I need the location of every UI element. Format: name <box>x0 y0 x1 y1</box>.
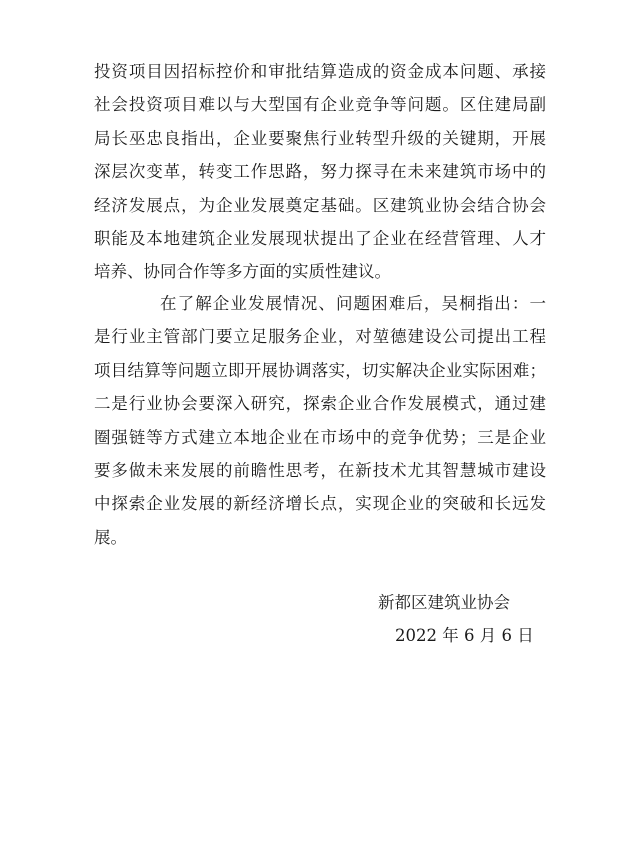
paragraph-line: 局长巫忠良指出，企业要聚焦行业转型升级的关键期，开展 <box>94 128 546 148</box>
paragraph-line: 项目结算等问题立即开展协调落实，切实解决企业实际困难； <box>94 360 546 380</box>
paragraph-line: 投资项目因招标控价和审批结算造成的资金成本问题、承接 <box>94 62 546 81</box>
paragraph-1 <box>94 55 546 289</box>
paragraph-line: 要多做未来发展的前瞻性思考，在新技术尤其智慧城市建设 <box>94 460 546 480</box>
paragraph-line: 圈强链等方式建立本地企业在市场中的竞争优势；三是企业 <box>94 427 546 447</box>
paragraph-line: 展。 <box>94 527 127 547</box>
paragraph-line: 职能及本地建筑企业发展现状提出了企业在经营管理、人才 <box>94 228 546 248</box>
paragraph-line: 培养、协同合作等多方面的实质性建议。 <box>94 262 391 282</box>
paragraph-line: 二是行业协会要深入研究，探索企业合作发展模式，通过建 <box>94 394 546 414</box>
paragraph-line: 经济发展点，为企业发展奠定基础。区建筑业协会结合协会 <box>94 195 546 215</box>
paragraph-line: 在了解企业发展情况、问题困难后，吴桐指出：一 <box>160 294 546 313</box>
paragraph-line: 是行业主管部门要立足服务企业，对堃德建设公司提出工程 <box>94 327 546 347</box>
signature-date: 2022 年 6 月 6 日 <box>395 626 534 645</box>
paragraph-line: 中探索企业发展的新经济增长点，实现企业的突破和长远发 <box>94 494 546 514</box>
paragraph-2 <box>94 287 546 554</box>
signature-organization: 新都区建筑业协会 <box>378 593 510 612</box>
signature-block <box>378 586 534 652</box>
paragraph-line: 社会投资项目难以与大型国有企业竞争等问题。区住建局副 <box>94 95 546 115</box>
paragraph-line: 深层次变革，转变工作思路，努力探寻在未来建筑市场中的 <box>94 162 546 182</box>
